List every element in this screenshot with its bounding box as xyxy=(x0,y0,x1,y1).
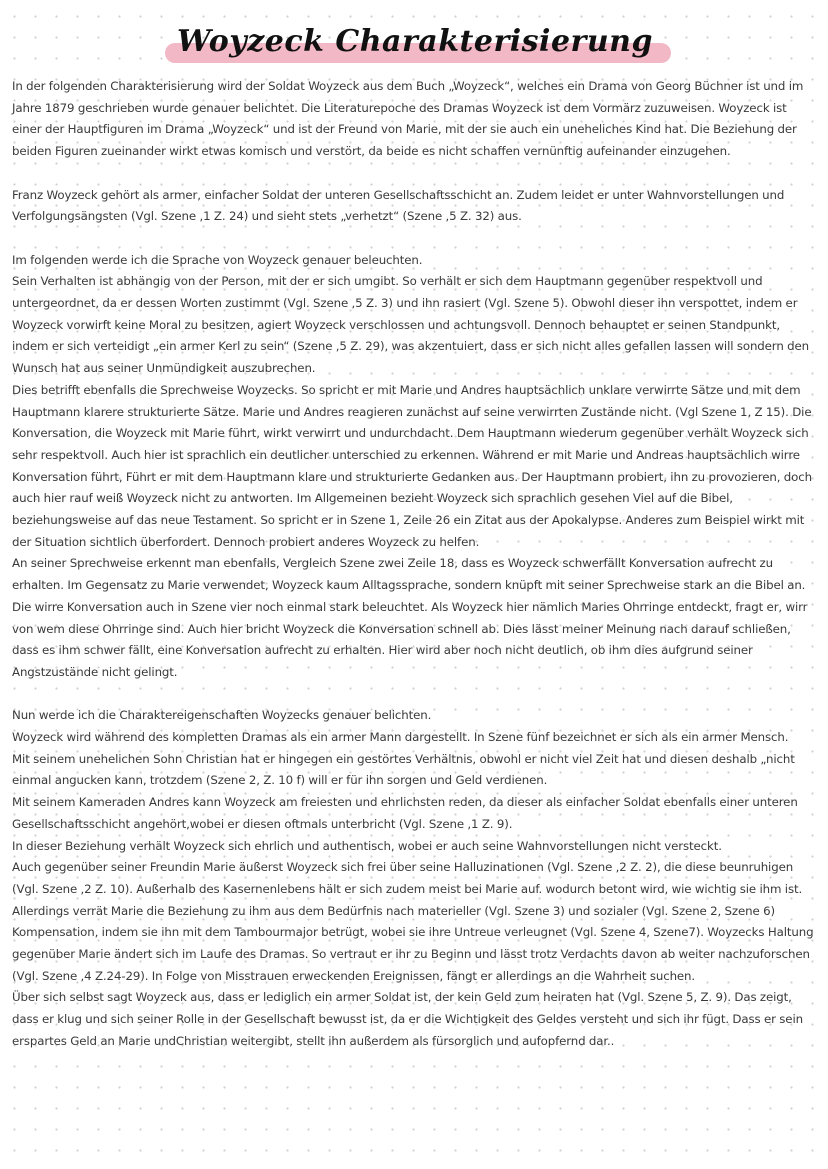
paragraph: Mit seinem Kameraden Andres kann Woyzeck am freiesten und ehrlichsten reden, da dieser als einfacher Soldat ebenfalls einer unteren Gesellschaftsschicht angehört,wobei er diesen oftmals unterbricht (Vgl. Szene ,1 Z. 9). xyxy=(12,795,798,831)
section-language xyxy=(12,250,818,684)
paragraph: Über sich selbst sagt Woyzeck aus, dass er lediglich ein armer Soldat ist, der kein Geld zum heiraten hat (Vgl. Szene 5, Z. 9). Das zeigt, dass er klug und sich seiner Rolle in der Gesellschaft bewusst ist, da er die Wichtigkeit des Geldes versteht und sich ihr fügt. Dass er sein erspartes Geld an Marie undChristian weitergibt, stellt ihn außerdem als fürsorglich und aufopfernd dar.. xyxy=(12,990,803,1048)
paragraph: Auch gegenüber seiner Freundin Marie äußerst Woyzeck sich frei über seine Halluzinationen (Vgl. Szene ,2 Z. 2), die diese beunruhigen (Vgl. Szene ,2 Z. 10). Außerhalb des Kasernenlebens hält er sich zudem meist bei Marie auf. wodurch betont wird, wie wichtig sie ihm ist. Allerdings verrät Marie die Beziehung zu ihm aus dem Bedürfnis nach materieller (Vgl. Szene 3) und sozialer (Vgl. Szene 2, Szene 6) Kompensation, indem sie ihn mit dem Tambourmajor betrügt, wobei sie ihre Untreue verleugnet (Vgl. Szene 4, Szene7). Woyzecks Haltung gegenüber Marie ändert sich im Laufe des Dramas. So vertraut er ihr zu Beginn und lässt trotz Verdachts davon ab weiter nachzuforschen (Vgl. Szene ,4 Z.24-29). In Folge von Misstrauen erweckenden Ereignissen, fängt er allerdings an die Wahrheit suchen. xyxy=(12,860,814,983)
section-character-traits xyxy=(12,705,818,1052)
paragraph: In der folgenden Charakterisierung wird der Soldat Woyzeck aus dem Buch „Woyzeck“, welches ein Drama von Georg Büchner ist und im Jahre 1879 geschrieben wurde genauer belichtet. Die Literaturepoche des Dramas Woyzeck ist dem Vormärz zuzuweisen. Woyzeck ist einer der Hauptfiguren im Drama „Woyzeck“ und ist der Freund von Marie, mit der sie auch ein uneheliches Kind hat. Die Beziehung der beiden Figuren zueinander wirkt etwas komisch und verstört, da beide es nicht schaffen vernünftig aufeinander einzugehen. xyxy=(12,79,804,159)
paragraph: An seiner Sprechweise erkennt man ebenfalls, Vergleich Szene zwei Zeile 18, dass es Woyzeck schwerfällt Konversation aufrecht zu erhalten. Im Gegensatz zu Marie verwendet, Woyzeck kaum Alltagssprache, sondern knüpft mit seiner Sprechweise stark an die Bibel an. xyxy=(12,556,806,593)
paragraph: Dies betrifft ebenfalls die Sprechweise Woyzecks. So spricht er mit Marie und Andres hauptsächlich unklare verwirrte Sätze und mit dem Hauptmann klarere strukturierte Sätze. Marie und Andres reagieren zunächst auf seine verwirrten Zustände nicht. (Vgl Szene 1, Z 15). Die Konversation, die Woyzeck mit Marie führt, wirkt verwirrt und undurchdacht. Dem Hauptmann wiederum gegenüber verhält Woyzeck sich sehr respektvoll. Auch hier ist sprachlich ein deutlicher unterschied zu erkennen. Während er mit Marie und Andreas hauptsächlich wirre Konversation führt, Führt er mit dem Hauptmann klare und strukturierte Gedanken aus. Der Hauptmann probiert, ihn zu provozieren, doch auch hier rauf weiß Woyzeck nicht zu antworten. Im Allgemeinen bezieht Woyzeck sich sprachlich gesehen Viel auf die Bibel, beziehungsweise auf das neue Testament. So spricht er in Szene 1, Zeile 26 ein Zitat aus der Apokalypse. Anderes zum Beispiel wirkt mit der Situation sichtlich überfordert. Dennoch probiert anderes Woyzeck zu helfen. xyxy=(12,382,812,549)
paragraph: Im folgenden werde ich die Sprache von Woyzeck genauer beleuchten. xyxy=(12,252,423,267)
paragraph: Sein Verhalten ist abhängig von der Person, mit der er sich umgibt. So verhält er sich dem Hauptmann gegenüber respektvoll und untergeordnet, da er dessen Worten zustimmt (Vgl. Szene ,5 Z. 3) und ihn rasiert (Vgl. Szene 5). Obwohl dieser ihn verspottet, indem er Woyzeck vorwirft keine Moral zu besitzen, agiert Woyzeck verschlossen und achtungsvoll. Dennoch behauptet er seinen Standpunkt, indem er sich verteidigt „ein armer Kerl zu sein“ (Szene ,5 Z. 29), was akzentuiert, dass er sich nicht alles gefallen lassen will sondern den Wunsch hat aus seiner Unmündigkeit auszubrechen. xyxy=(12,274,809,376)
page-title: Woyzeck Charakterisierung xyxy=(171,24,659,59)
paragraph-gap xyxy=(12,163,818,185)
document-body xyxy=(12,76,818,1053)
section-overview xyxy=(12,185,818,228)
paragraph: Franz Woyzeck gehört als armer, einfacher Soldat der unteren Gesellschaftsschicht an. Zudem leidet er unter Wahnvorstellungen und Verfolgungsängsten (Vgl. Szene ,1 Z. 24) und sieht stets „verhetzt“ (Szene ,5 Z. 32) aus. xyxy=(12,187,785,224)
paragraph: Die wirre Konversation auch in Szene vier noch einmal stark beleuchtet. Als Woyzeck hier nämlich Maries Ohrringe entdeckt, fragt er, wirr von wem diese Ohrringe sind. Auch hier bricht Woyzeck die Konversation schnell ab. Dies lässt meiner Meinung nach darauf schließen, dass es ihm schwer fällt, eine Konversation aufrecht zu erhalten. Hier wird aber noch nicht deutlich, ob ihm dies aufgrund seiner Angstzustände nicht gelingt. xyxy=(12,599,808,679)
paragraph: Mit seinem unehelichen Sohn Christian hat er hingegen ein gestörtes Verhältnis, obwohl er nicht viel Zeit hat und diesen deshalb „nicht einmal angucken kann, trotzdem (Szene 2, Z. 10 f) will er für ihn sorgen und Geld verdienen. xyxy=(12,751,795,788)
section-intro xyxy=(12,76,818,163)
paragraph: Woyzeck wird während des kompletten Dramas als ein armer Mann dargestellt. In Szene fünf bezeichnet er sich als ein armer Mensch. xyxy=(12,730,789,745)
paragraph-gap xyxy=(12,228,818,250)
paragraph: Nun werde ich die Charaktereigenschaften Woyzecks genauer belichten. xyxy=(12,708,432,723)
title-area xyxy=(12,14,818,76)
paragraph-gap xyxy=(12,684,818,706)
paragraph: In dieser Beziehung verhält Woyzeck sich ehrlich und authentisch, wobei er auch seine Wahnvorstellungen nicht versteckt. xyxy=(12,838,722,853)
